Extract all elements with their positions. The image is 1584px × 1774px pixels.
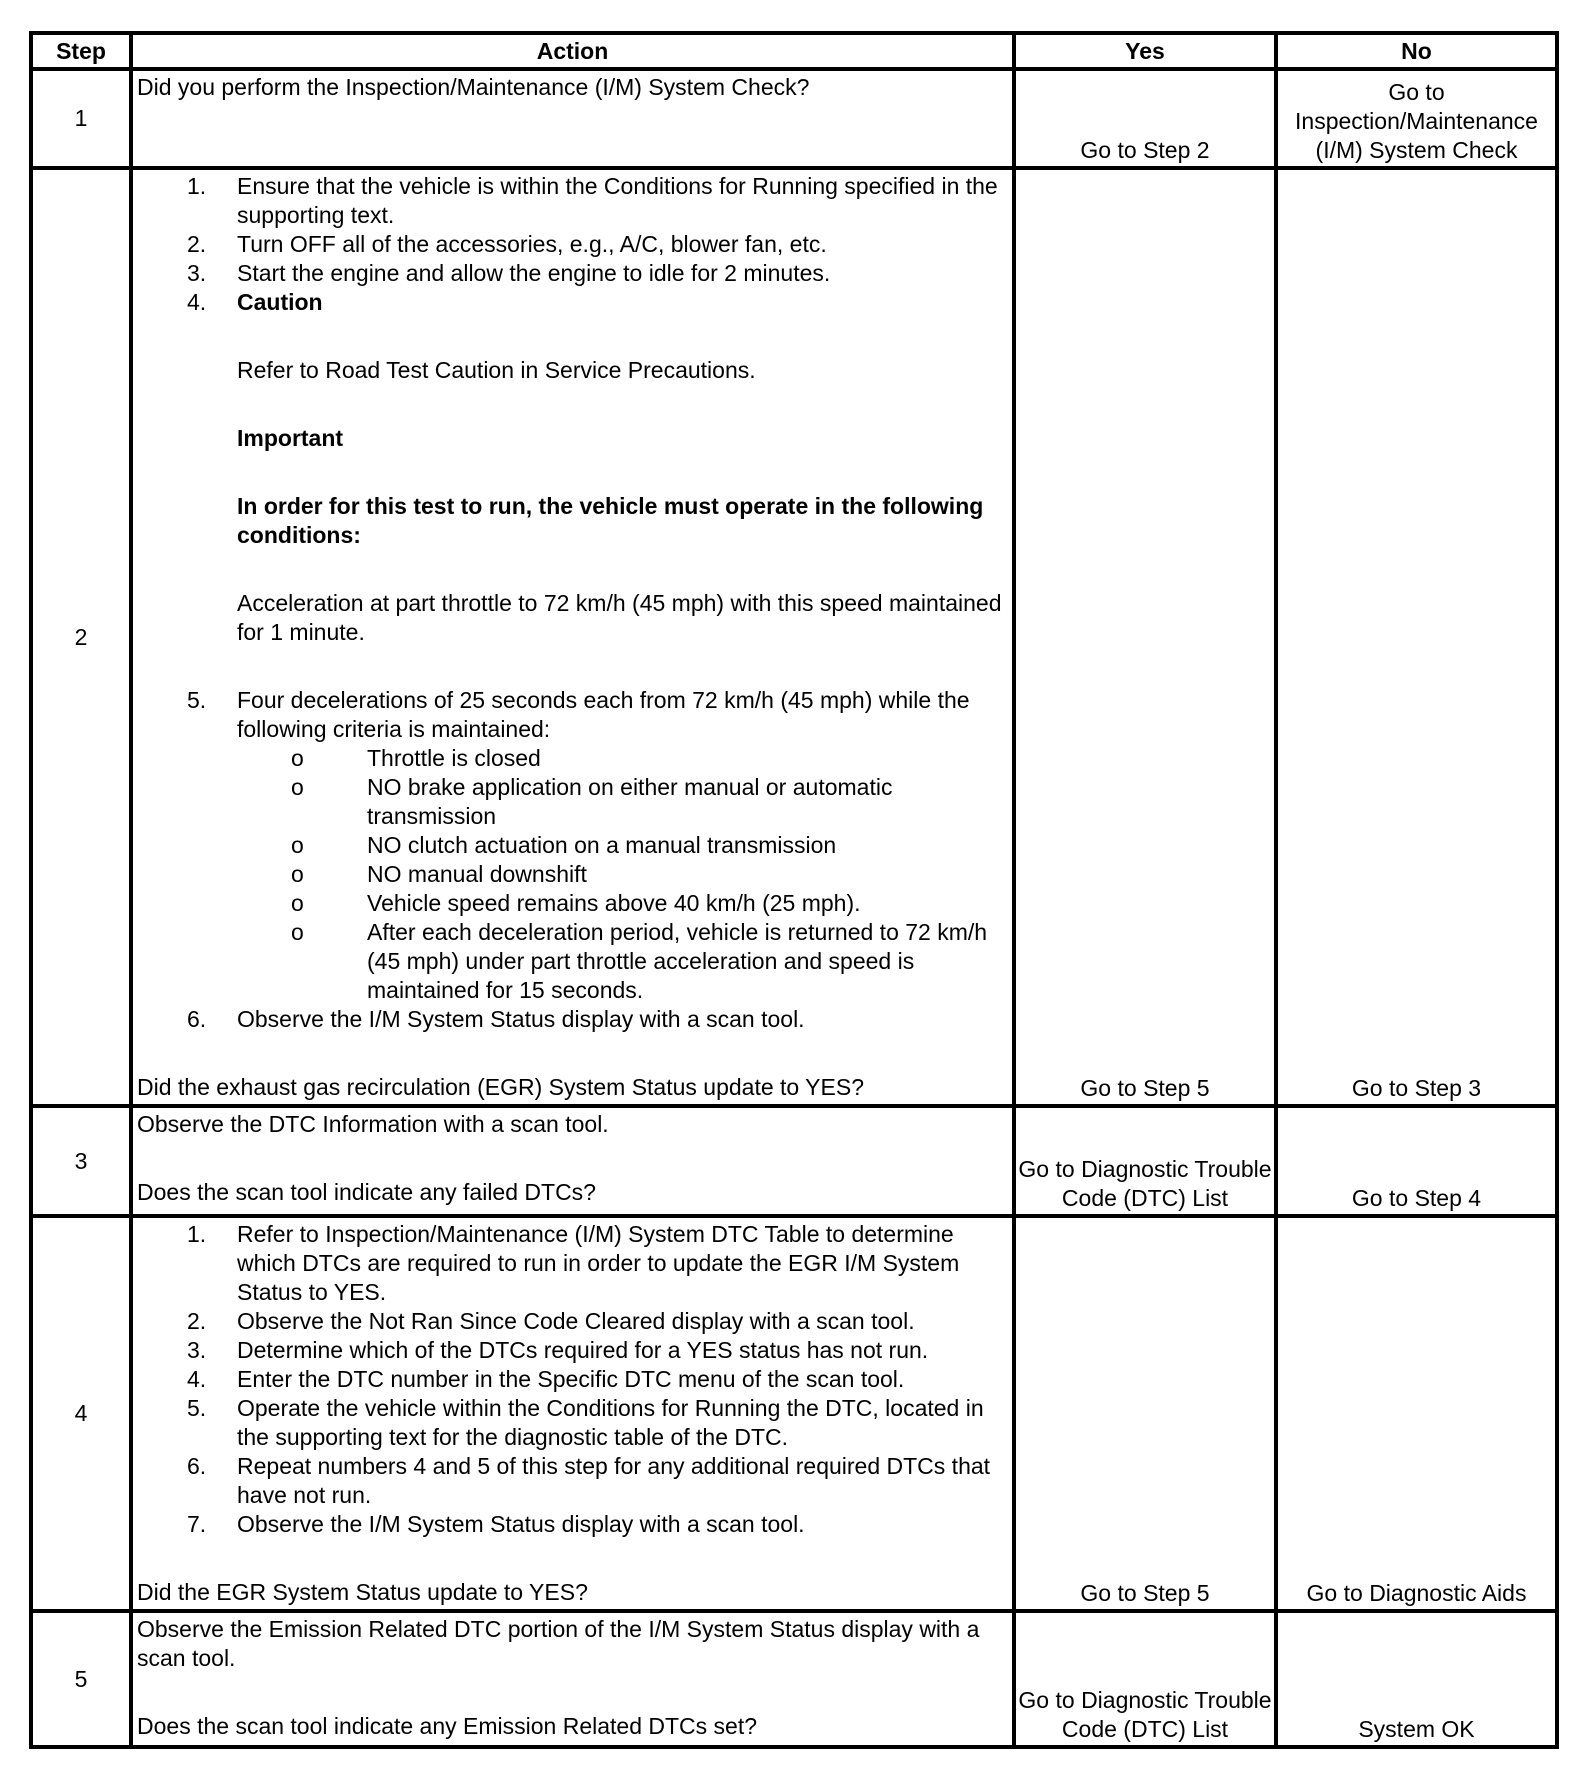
criteria-item: o NO manual downshift [291,861,587,887]
list-item: 1. Ensure that the vehicle is within the Conditions for Running specified in the supporting text. [187,173,998,228]
action-cell [131,1611,1014,1747]
step-number: 1 [31,69,131,168]
list-item: 6. Repeat numbers 4 and 5 of this step for any additional required DTCs that have not run. [187,1453,991,1508]
procedure-list [137,1220,1008,1539]
question-text: Did you perform the Inspection/Maintenance (I/M) System Check? [137,74,810,100]
table-row-step-4 [31,1216,1557,1611]
list-item: 7. Observe the I/M System Status display with a scan tool. [187,1511,805,1537]
procedure-list-continued [137,1005,1008,1034]
list-item: 1. Refer to Inspection/Maintenance (I/M) System DTC Table to determine which DTCs are required to run in order to update the EGR I/M System Status to YES. [187,1221,960,1305]
instruction-text: Observe the DTC Information with a scan tool. [137,1111,609,1137]
header-row [31,33,1557,69]
step-number: 3 [31,1106,131,1216]
instruction-text: Observe the Emission Related DTC portion of the I/M System Status display with a scan tool. [137,1616,980,1671]
question-text: Did the EGR System Status update to YES? [137,1579,588,1605]
list-item: 5. Four decelerations of 25 seconds each from 72 km/h (45 mph) while the following criteria is maintained: [187,687,970,742]
criteria-list [137,744,1008,1005]
list-item: 3. Determine which of the DTCs required for a YES status has not run. [187,1337,929,1363]
criteria-item: o NO brake application on either manual or automatic transmission [291,774,893,829]
list-item: 4. Enter the DTC number in the Specific DTC menu of the scan tool. [187,1366,905,1392]
header-no: No [1276,33,1557,69]
procedure-list [137,172,1008,744]
diagnostic-table [29,31,1559,1749]
list-item: 2. Turn OFF all of the accessories, e.g., A/C, blower fan, etc. [187,231,827,257]
action-cell [131,1106,1014,1216]
list-item: 6. Observe the I/M System Status display with a scan tool. [187,1006,805,1032]
table-row-step-3 [31,1106,1557,1216]
list-item: 3. Start the engine and allow the engine to idle for 2 minutes. [187,260,831,286]
no-link-system-ok[interactable]: System OK [1276,1611,1557,1747]
list-item: 4. Caution Refer to Road Test Caution in Service Precautions. Important In order for this test to run, the vehicle must operate in the following conditions: Acceleration at part throttle to 72 km/h (45 mph) with this speed maintained for 1 minute. [137,288,1008,686]
yes-link-go-to-step-2[interactable]: Go to Step 2 [1014,69,1276,168]
header-step: Step [31,33,131,69]
yes-link-dtc-list[interactable]: Go to Diagnostic Trouble Code (DTC) List [1014,1106,1276,1216]
caution-heading: Caution [237,289,323,315]
step-number: 2 [31,168,131,1106]
criteria-item: o Throttle is closed [291,745,541,771]
no-link-im-system-check[interactable]: Go to Inspection/Maintenance (I/M) System Check [1276,69,1557,168]
criteria-item: o Vehicle speed remains above 40 km/h (25 mph). [291,890,861,916]
yes-link-go-to-step-5[interactable]: Go to Step 5 [1014,168,1276,1106]
acceleration-text: Acceleration at part throttle to 72 km/h (45 mph) with this speed maintained for 1 minute. [237,590,1002,645]
action-cell [131,69,1014,168]
list-item: 2. Observe the Not Ran Since Code Cleared display with a scan tool. [187,1308,915,1334]
header-action: Action [131,33,1014,69]
table-row-step-5 [31,1611,1557,1747]
caution-text: Refer to Road Test Caution in Service Precautions. [237,357,756,383]
question-text: Does the scan tool indicate any Emission Related DTCs set? [137,1713,758,1739]
yes-link-go-to-step-5[interactable]: Go to Step 5 [1014,1216,1276,1611]
action-cell [131,168,1014,1106]
important-heading: Important [237,425,344,451]
step-number: 4 [31,1216,131,1611]
no-link-diagnostic-aids[interactable]: Go to Diagnostic Aids [1276,1216,1557,1611]
criteria-item: o After each deceleration period, vehicle is returned to 72 km/h (45 mph) under part throttle acceleration and speed is maintained for 15 seconds. [291,919,988,1003]
criteria-item: o NO clutch actuation on a manual transmission [291,832,837,858]
list-item: 5. Operate the vehicle within the Conditions for Running the DTC, located in the supporting text for the diagnostic table of the DTC. [187,1395,984,1450]
question-text: Does the scan tool indicate any failed DTCs? [137,1179,596,1205]
question-text: Did the exhaust gas recirculation (EGR) System Status update to YES? [137,1074,864,1100]
no-link-go-to-step-3[interactable]: Go to Step 3 [1276,168,1557,1106]
yes-link-dtc-list[interactable]: Go to Diagnostic Trouble Code (DTC) List [1014,1611,1276,1747]
table-row-step-2 [31,168,1557,1106]
action-cell [131,1216,1014,1611]
step-number: 5 [31,1611,131,1747]
header-yes: Yes [1014,33,1276,69]
no-link-go-to-step-4[interactable]: Go to Step 4 [1276,1106,1557,1216]
table-row-step-1 [31,69,1557,168]
important-text: In order for this test to run, the vehicle must operate in the following conditions: [237,493,984,548]
